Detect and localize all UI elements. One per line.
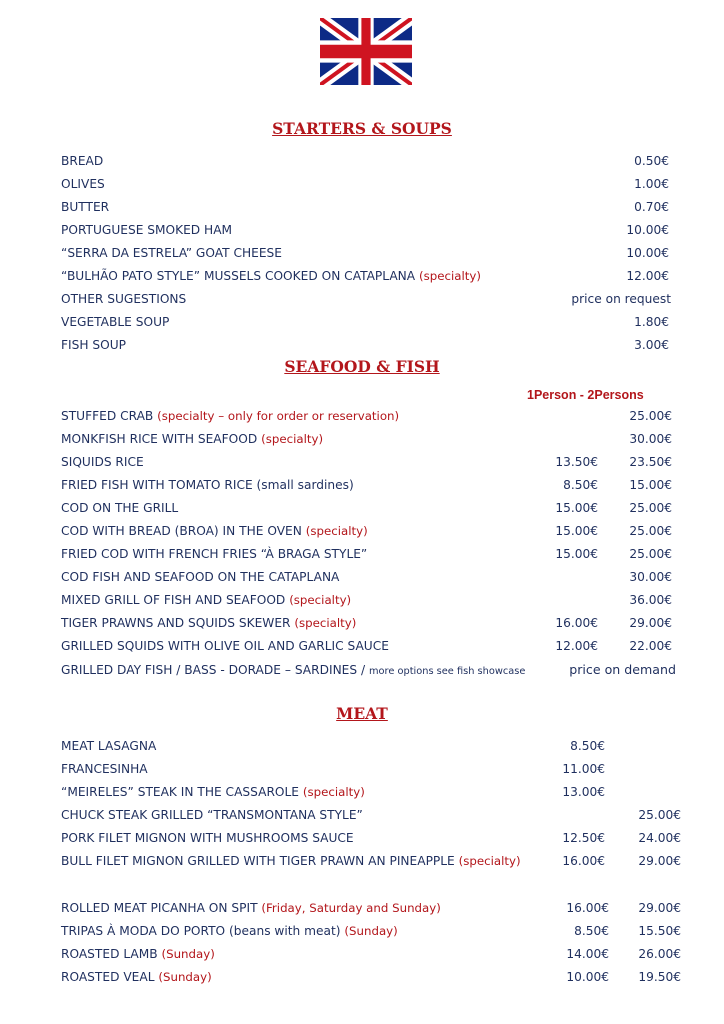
menu-item-note: (specialty) bbox=[289, 593, 352, 607]
menu-item bbox=[61, 759, 683, 779]
menu-item bbox=[61, 921, 683, 941]
menu-item-price: 1.00€ bbox=[634, 177, 669, 191]
price-two-persons: 25.00€ bbox=[629, 524, 672, 538]
price-one-person: 15.00€ bbox=[555, 524, 598, 538]
menu-item-name: “SERRA DA ESTRELA” GOAT CHEESE bbox=[61, 246, 282, 260]
price-two-persons: 36.00€ bbox=[629, 593, 672, 607]
price-one-person: 10.00€ bbox=[566, 970, 609, 984]
menu-item-name: PORK FILET MIGNON WITH MUSHROOMS SAUCE bbox=[61, 831, 354, 845]
price-one-person: 8.50€ bbox=[563, 478, 598, 492]
menu-item bbox=[61, 636, 683, 656]
menu-item-note: (specialty) bbox=[302, 785, 365, 799]
menu-item-grilled-day-fish bbox=[61, 660, 683, 680]
price-two-persons: 26.00€ bbox=[638, 947, 681, 961]
menu-item bbox=[61, 613, 683, 633]
menu-item-note: (specialty – only for order or reservation) bbox=[157, 409, 400, 423]
price-two-persons: 19.50€ bbox=[638, 970, 681, 984]
menu-item bbox=[61, 335, 683, 355]
menu-item bbox=[61, 944, 683, 964]
menu-item-name: TIGER PRAWNS AND SQUIDS SKEWER bbox=[61, 616, 291, 630]
menu-item-note: more options see fish showcase bbox=[368, 666, 526, 677]
menu-item-note: (Sunday) bbox=[344, 924, 398, 938]
menu-item-name: GRILLED DAY FISH / BASS - DORADE – SARDINES / bbox=[61, 663, 366, 677]
menu-item-note: (specialty) bbox=[419, 269, 481, 283]
menu-item-name: MEAT LASAGNA bbox=[61, 739, 157, 753]
price-two-persons: 29.00€ bbox=[638, 854, 681, 868]
menu-item-price: 0.70€ bbox=[634, 200, 669, 214]
price-one-person: 16.00€ bbox=[566, 901, 609, 915]
menu-item bbox=[61, 828, 683, 848]
menu-item bbox=[61, 544, 683, 564]
price-two-persons: 25.00€ bbox=[629, 547, 672, 561]
menu-item bbox=[61, 498, 683, 518]
price-one-person: 13.50€ bbox=[555, 455, 598, 469]
menu-item-price: 3.00€ bbox=[634, 338, 669, 352]
union-jack-flag-icon bbox=[320, 18, 412, 85]
menu-item bbox=[61, 782, 683, 802]
price-one-person: 11.00€ bbox=[562, 762, 605, 776]
menu-item-name: MONKFISH RICE WITH SEAFOOD bbox=[61, 432, 258, 446]
price-one-person: 12.50€ bbox=[562, 831, 605, 845]
menu-item bbox=[61, 521, 683, 541]
menu-item-price: 1.80€ bbox=[634, 315, 669, 329]
menu-item-name: SIQUIDS RICE bbox=[61, 455, 144, 469]
menu-item bbox=[61, 567, 683, 587]
menu-item-name: “BULHÃO PATO STYLE” MUSSELS COOKED ON CATAPLANA bbox=[61, 269, 416, 283]
price-two-persons: 23.50€ bbox=[629, 455, 672, 469]
menu-item-price: price on demand bbox=[569, 662, 676, 677]
menu-item bbox=[61, 452, 683, 472]
menu-item-name: BUTTER bbox=[61, 200, 110, 214]
menu-item-price: 0.50€ bbox=[634, 154, 669, 168]
menu-item-name: BULL FILET MIGNON GRILLED WITH TIGER PRAWN AN PINEAPPLE bbox=[61, 854, 455, 868]
menu-item-price: price on request bbox=[571, 292, 671, 306]
menu-item bbox=[61, 197, 683, 217]
menu-item-name: FRIED COD WITH FRENCH FRIES “À BRAGA STYLE” bbox=[61, 547, 368, 561]
menu-item-name: TRIPAS À MODA DO PORTO (beans with meat) bbox=[61, 924, 341, 938]
menu-item-price: 12.00€ bbox=[626, 269, 669, 283]
menu-item bbox=[61, 898, 683, 918]
menu-item-name: FISH SOUP bbox=[61, 338, 126, 352]
menu-item-name: OLIVES bbox=[61, 177, 105, 191]
menu-item-name: COD ON THE GRILL bbox=[61, 501, 179, 515]
price-one-person: 8.50€ bbox=[570, 739, 605, 753]
menu-item-name: VEGETABLE SOUP bbox=[61, 315, 170, 329]
price-one-person: 14.00€ bbox=[566, 947, 609, 961]
menu-item bbox=[61, 266, 683, 286]
persons-header: 1Person - 2Persons bbox=[527, 388, 644, 402]
menu-item-name: ROASTED VEAL bbox=[61, 970, 155, 984]
menu-item-name: OTHER SUGESTIONS bbox=[61, 292, 187, 306]
menu-item-name: COD WITH BREAD (BROA) IN THE OVEN bbox=[61, 524, 302, 538]
menu-item-name: ROLLED MEAT PICANHA ON SPIT bbox=[61, 901, 258, 915]
price-two-persons: 25.00€ bbox=[638, 808, 681, 822]
menu-item bbox=[61, 475, 683, 495]
price-two-persons: 30.00€ bbox=[629, 570, 672, 584]
price-two-persons: 24.00€ bbox=[638, 831, 681, 845]
menu-item bbox=[61, 736, 683, 756]
menu-item bbox=[61, 220, 683, 240]
menu-item-note: (Sunday) bbox=[161, 947, 215, 961]
menu-item-name: CHUCK STEAK GRILLED “TRANSMONTANA STYLE” bbox=[61, 808, 363, 822]
menu-item-name: FRIED FISH WITH TOMATO RICE (small sardines) bbox=[61, 478, 354, 492]
price-two-persons: 25.00€ bbox=[629, 501, 672, 515]
menu-item-name: BREAD bbox=[61, 154, 104, 168]
price-one-person: 12.00€ bbox=[555, 639, 598, 653]
price-two-persons: 30.00€ bbox=[629, 432, 672, 446]
price-two-persons: 22.00€ bbox=[629, 639, 672, 653]
menu-item-note: (specialty) bbox=[305, 524, 368, 538]
menu-item-name: ROASTED LAMB bbox=[61, 947, 158, 961]
menu-item bbox=[61, 174, 683, 194]
menu-item-note: (Friday, Saturday and Sunday) bbox=[261, 901, 441, 915]
menu-item bbox=[61, 805, 683, 825]
price-one-person: 16.00€ bbox=[562, 854, 605, 868]
price-two-persons: 15.50€ bbox=[638, 924, 681, 938]
menu-item bbox=[61, 851, 683, 871]
price-two-persons: 29.00€ bbox=[638, 901, 681, 915]
menu-item-note: (specialty) bbox=[294, 616, 357, 630]
price-two-persons: 29.00€ bbox=[629, 616, 672, 630]
menu-item-note: (specialty) bbox=[261, 432, 324, 446]
menu-item bbox=[61, 967, 683, 987]
menu-item bbox=[61, 312, 683, 332]
menu-item bbox=[61, 429, 683, 449]
menu-item bbox=[61, 243, 683, 263]
price-one-person: 13.00€ bbox=[562, 785, 605, 799]
menu-item-name: STUFFED CRAB bbox=[61, 409, 154, 423]
menu-item bbox=[61, 151, 683, 171]
price-two-persons: 25.00€ bbox=[629, 409, 672, 423]
menu-item-note: (specialty) bbox=[458, 854, 521, 868]
price-one-person: 15.00€ bbox=[555, 501, 598, 515]
menu-item-name: COD FISH AND SEAFOOD ON THE CATAPLANA bbox=[61, 570, 340, 584]
price-one-person: 16.00€ bbox=[555, 616, 598, 630]
menu-item-name: FRANCESINHA bbox=[61, 762, 148, 776]
price-two-persons: 15.00€ bbox=[629, 478, 672, 492]
menu-item-note: (Sunday) bbox=[158, 970, 212, 984]
section-title-meat: MEAT bbox=[336, 704, 388, 723]
menu-item-price: 10.00€ bbox=[626, 223, 669, 237]
menu-item-name: “MEIRELES” STEAK IN THE CASSAROLE bbox=[61, 785, 299, 799]
menu-item bbox=[61, 590, 683, 610]
menu-item-name: GRILLED SQUIDS WITH OLIVE OIL AND GARLIC SAUCE bbox=[61, 639, 389, 653]
menu-item-price: 10.00€ bbox=[626, 246, 669, 260]
menu-item-name: PORTUGUESE SMOKED HAM bbox=[61, 223, 233, 237]
section-title-starters: STARTERS & SOUPS bbox=[272, 119, 452, 138]
section-title-seafood: SEAFOOD & FISH bbox=[284, 357, 440, 376]
menu-item-name: MIXED GRILL OF FISH AND SEAFOOD bbox=[61, 593, 286, 607]
menu-item bbox=[61, 406, 683, 426]
menu-item bbox=[61, 289, 683, 309]
price-one-person: 8.50€ bbox=[574, 924, 609, 938]
price-one-person: 15.00€ bbox=[555, 547, 598, 561]
